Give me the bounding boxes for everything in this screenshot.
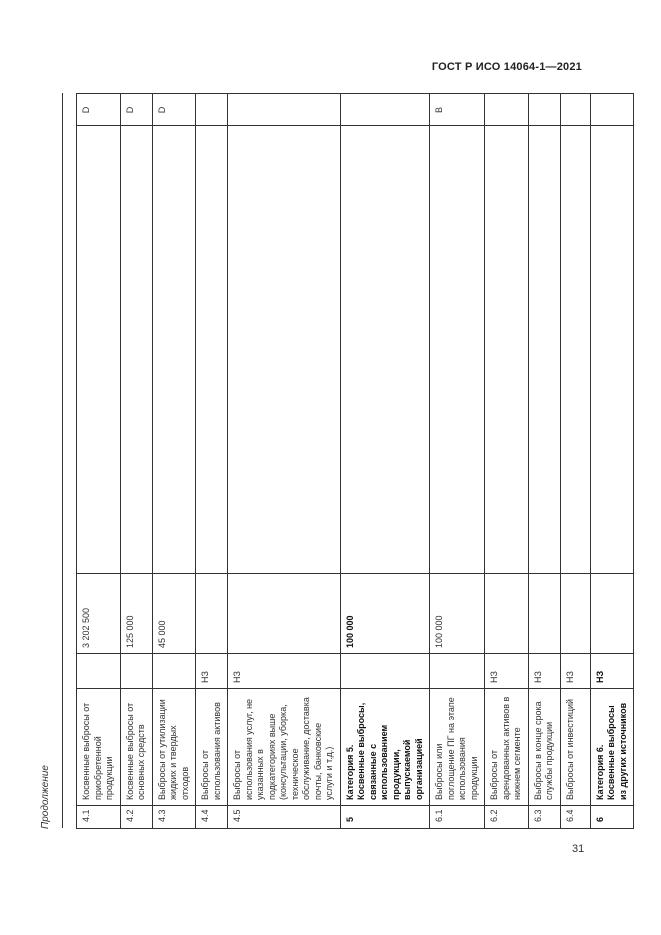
data-quality-cell <box>485 94 529 126</box>
empty-cell <box>560 126 590 574</box>
emission-value-cell: 45 000 <box>152 574 196 654</box>
emission-value-cell <box>560 574 590 654</box>
emissions-table-body <box>63 94 634 829</box>
status-cell <box>340 654 430 689</box>
emission-name-cell: Косвенные выбросы от основных средств <box>120 689 152 806</box>
empty-cell <box>485 126 529 574</box>
emission-value-cell: 125 000 <box>120 574 152 654</box>
status-cell <box>120 654 152 689</box>
emission-value-cell <box>528 574 560 654</box>
status-cell <box>152 654 196 689</box>
table-row <box>430 94 485 829</box>
row-number-cell: 6.3 <box>528 806 560 829</box>
row-number-cell: 4.3 <box>152 806 196 829</box>
table-row <box>528 94 560 829</box>
emission-value-cell <box>196 574 228 654</box>
empty-cell <box>528 126 560 574</box>
table-row <box>340 94 430 829</box>
emission-name-cell: Выбросы в конце срока службы продукции <box>528 689 560 806</box>
empty-cell <box>77 126 121 574</box>
data-quality-cell <box>590 94 634 126</box>
row-number-cell: 4.5 <box>228 806 341 829</box>
data-quality-cell <box>340 94 430 126</box>
rotated-table-area <box>40 94 628 829</box>
status-cell: НЗ <box>560 654 590 689</box>
emission-value-cell <box>228 574 341 654</box>
status-cell: НЗ <box>485 654 529 689</box>
emission-value-cell <box>485 574 529 654</box>
row-number-cell: 6.2 <box>485 806 529 829</box>
table-row <box>152 94 196 829</box>
data-quality-cell: B <box>430 94 485 126</box>
emission-name-cell: Выбросы от использования услуг, не указанных в подкатегориях выше (консультации, уборка, техническое обслуживание, доставка почты, банковские услуги и т.д.) <box>228 689 341 806</box>
data-quality-cell: D <box>77 94 121 126</box>
data-quality-cell: D <box>152 94 196 126</box>
status-cell: НЗ <box>196 654 228 689</box>
row-number-cell: 6.4 <box>560 806 590 829</box>
data-quality-cell: D <box>120 94 152 126</box>
empty-cell <box>228 126 341 574</box>
emission-name-cell: Выбросы от арендованных активов в нижнем сегменте <box>485 689 529 806</box>
row-number-cell: 4.4 <box>196 806 228 829</box>
data-quality-cell <box>228 94 341 126</box>
page-number: 31 <box>572 843 585 855</box>
emission-value-cell <box>590 574 634 654</box>
table-row <box>196 94 228 829</box>
table-header-continuation-row <box>63 94 77 829</box>
empty-cell <box>590 126 634 574</box>
status-cell: НЗ <box>590 654 634 689</box>
row-number-cell: 4.2 <box>120 806 152 829</box>
emission-value-cell: 3 202 500 <box>77 574 121 654</box>
table-row <box>77 94 121 829</box>
status-cell <box>77 654 121 689</box>
emission-name-cell: Категория 5. Косвенные выбросы, связанные с использованием продукции, выпускаемой организацией <box>340 689 430 806</box>
table-row <box>120 94 152 829</box>
empty-cell <box>196 126 228 574</box>
data-quality-cell <box>560 94 590 126</box>
row-number-cell: 4.1 <box>77 806 121 829</box>
emissions-table <box>62 93 634 829</box>
data-quality-cell <box>196 94 228 126</box>
table-row <box>590 94 634 829</box>
emission-name-cell: Категория 6. Косвенные выбросы из других источников <box>590 689 634 806</box>
data-quality-cell <box>528 94 560 126</box>
status-cell: НЗ <box>528 654 560 689</box>
table-row <box>560 94 590 829</box>
emission-value-cell: 100 000 <box>430 574 485 654</box>
emission-name-cell: Выбросы от утилизации жидких и твердых отходов <box>152 689 196 806</box>
empty-cell <box>340 126 430 574</box>
emission-name-cell: Выбросы или поглощение ПГ на этапе использования продукции <box>430 689 485 806</box>
emission-value-cell: 100 000 <box>340 574 430 654</box>
table-row <box>228 94 341 829</box>
status-cell <box>430 654 485 689</box>
empty-cell <box>430 126 485 574</box>
document-code: ГОСТ Р ИСО 14064-1—2021 <box>431 61 582 73</box>
empty-cell <box>152 126 196 574</box>
emission-name-cell: Выбросы от инвестиций <box>560 689 590 806</box>
emission-name-cell: Косвенные выбросы от приобретенной продукции <box>77 689 121 806</box>
continuation-label: Продолжение <box>40 765 51 829</box>
row-number-cell: 6.1 <box>430 806 485 829</box>
status-cell: НЗ <box>228 654 341 689</box>
table-row <box>485 94 529 829</box>
emission-name-cell: Выбросы от использования активов <box>196 689 228 806</box>
row-number-cell: 5 <box>340 806 430 829</box>
row-number-cell: 6 <box>590 806 634 829</box>
empty-cell <box>120 126 152 574</box>
